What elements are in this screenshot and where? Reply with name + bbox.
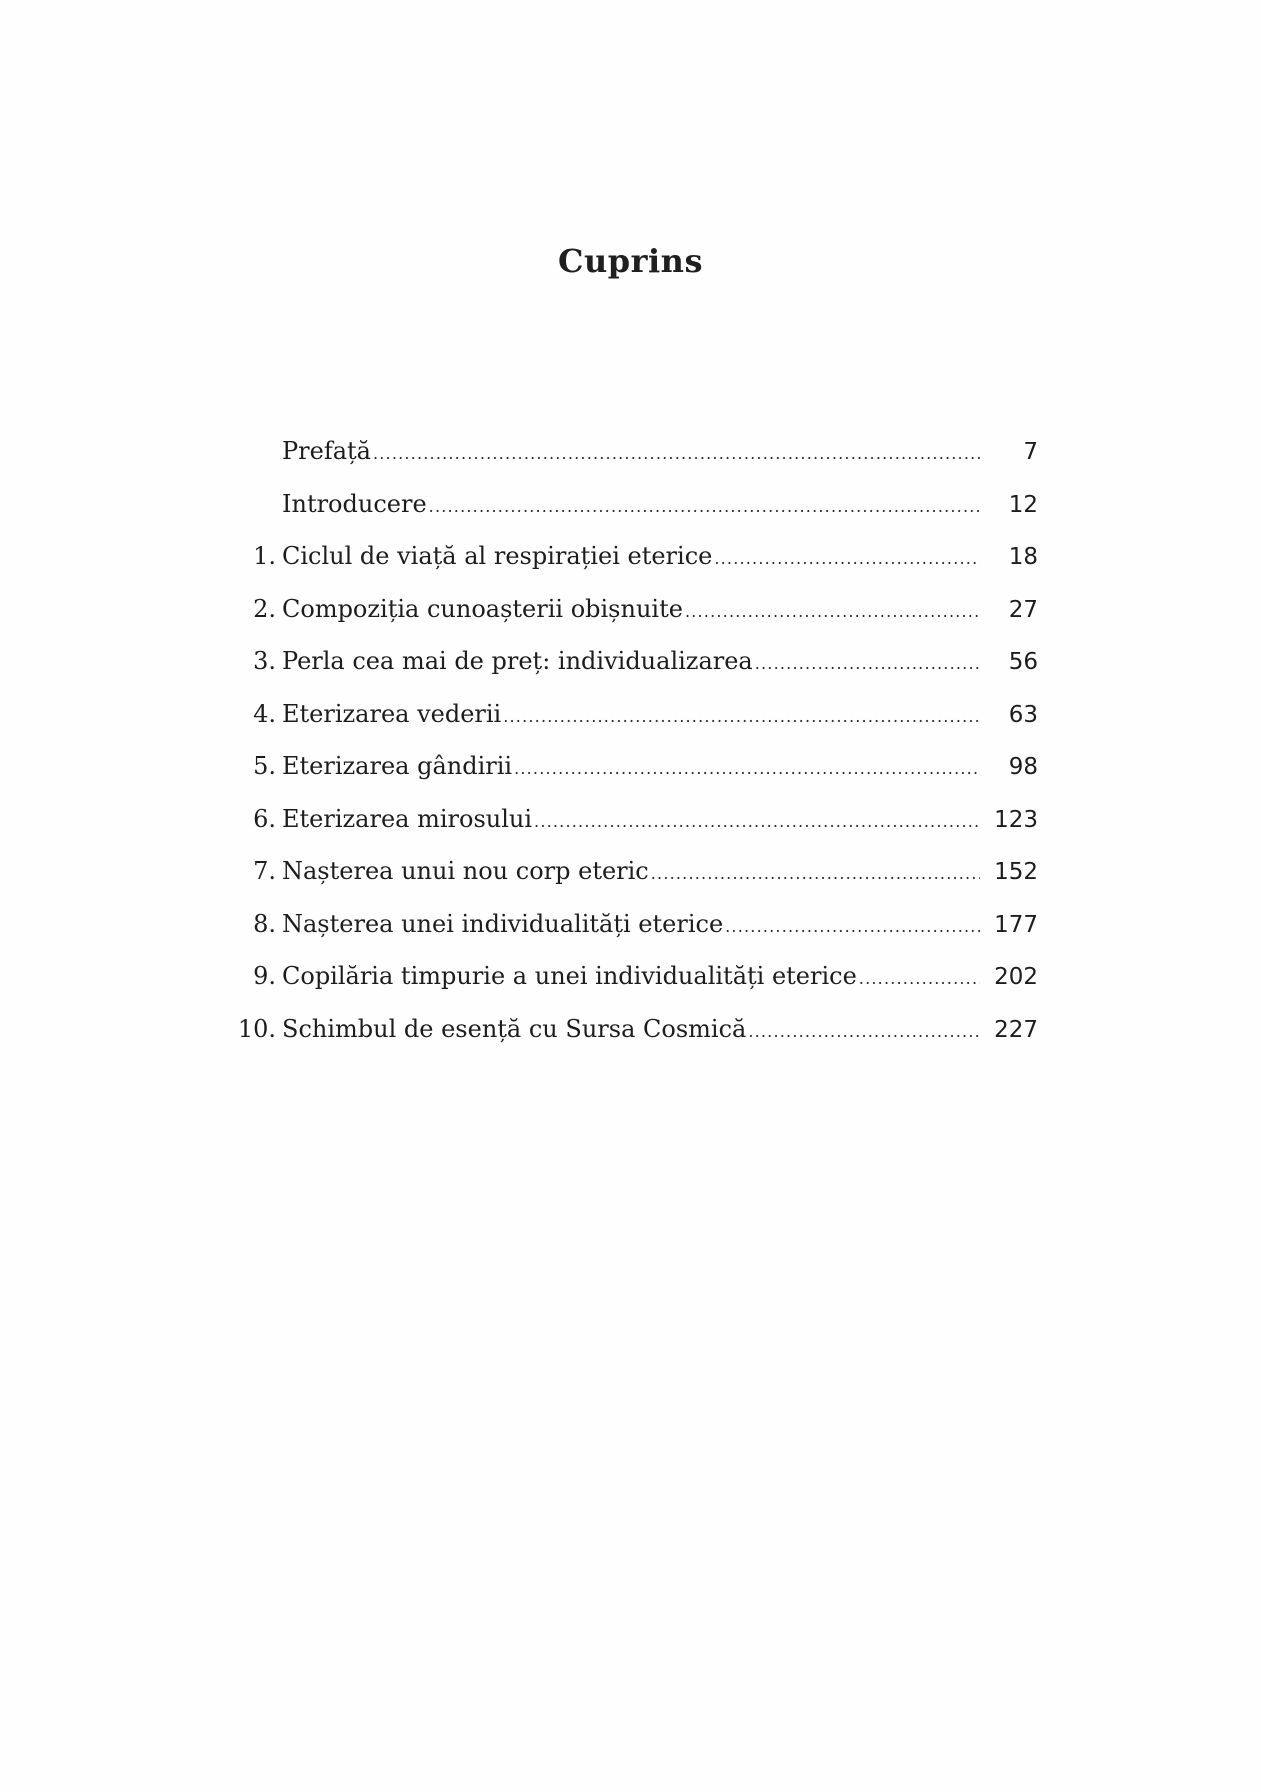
- dot-leader: [534, 808, 980, 836]
- dot-leader: [651, 860, 980, 888]
- dot-leader: [429, 493, 980, 521]
- toc-entry-title: Schimbul de esență cu Sursa Cosmică: [282, 1014, 747, 1043]
- dot-leader: [859, 965, 980, 993]
- toc-entry-page: 152: [994, 859, 1038, 885]
- toc-entry-page: 177: [994, 911, 1038, 938]
- toc-entry-page: 56: [1008, 649, 1038, 675]
- toc-entry-page: 123: [994, 806, 1038, 833]
- dot-leader: [748, 1018, 980, 1046]
- toc-entry-title: Perla cea mai de preț: individualizarea: [282, 647, 753, 675]
- toc-entry-title: Ciclul de viață al respirației eterice: [282, 542, 713, 570]
- dot-leader: [503, 703, 980, 731]
- dot-leader: [725, 913, 980, 941]
- page-title: Cuprins: [558, 242, 703, 280]
- toc-entry-title: Eterizarea vederii: [282, 699, 502, 728]
- toc-entry-introducere: [228, 490, 1038, 543]
- toc-entry-page: 12: [1008, 491, 1038, 518]
- toc-entry-chapter-4: [228, 700, 1038, 753]
- toc-entry-page: 27: [1008, 596, 1038, 623]
- dot-leader: [755, 650, 980, 678]
- dot-leader: [685, 598, 980, 626]
- toc-entry-title: Nașterea unei individualități eterice: [282, 909, 724, 938]
- toc-entry-title: Compoziția cunoașterii obișnuite: [282, 594, 683, 623]
- toc-entry-number: 1.: [253, 542, 276, 570]
- toc-entry-title: Nașterea unui nou corp eteric: [282, 857, 649, 885]
- toc-entry-page: 7: [1023, 439, 1038, 465]
- toc-entry-chapter-10: [228, 1015, 1038, 1068]
- toc-entry-page: 202: [994, 964, 1038, 990]
- toc-entry-number: 5.: [253, 752, 276, 780]
- toc-entry-number: 4.: [253, 699, 276, 728]
- toc-entry-chapter-7: [228, 857, 1038, 910]
- toc-entry-page: 98: [1008, 754, 1038, 780]
- toc-entry-chapter-1: [228, 542, 1038, 595]
- toc-entry-chapter-5: [228, 752, 1038, 805]
- toc-entry-chapter-3: [228, 647, 1038, 700]
- toc-entry-page: 63: [1008, 701, 1038, 728]
- dot-leader: [373, 440, 980, 468]
- toc-entry-chapter-6: [228, 805, 1038, 858]
- toc-entry-number: 9.: [253, 962, 276, 990]
- toc-entry-number: 2.: [253, 594, 276, 623]
- table-of-contents: [228, 437, 1038, 1067]
- dot-leader: [714, 545, 980, 573]
- dot-leader: [514, 755, 980, 783]
- toc-entry-title: Prefață: [282, 437, 371, 465]
- toc-entry-title: Eterizarea gândirii: [282, 752, 513, 780]
- toc-entry-number: 6.: [253, 804, 276, 833]
- toc-entry-number: 10.: [237, 1014, 276, 1043]
- toc-entry-number: 7.: [253, 857, 276, 885]
- toc-entry-page: 227: [994, 1016, 1038, 1043]
- toc-entry-title: Introducere: [282, 489, 427, 518]
- toc-entry-number: 8.: [253, 909, 276, 938]
- toc-entry-title: Eterizarea mirosului: [282, 804, 533, 833]
- toc-entry-chapter-8: [228, 910, 1038, 963]
- toc-entry-prefata: [228, 437, 1038, 490]
- toc-entry-number: 3.: [253, 647, 276, 675]
- toc-entry-chapter-9: [228, 962, 1038, 1015]
- toc-entry-page: 18: [1008, 544, 1038, 570]
- toc-entry-title: Copilăria timpurie a unei individualități eterice: [282, 962, 857, 990]
- toc-entry-chapter-2: [228, 595, 1038, 648]
